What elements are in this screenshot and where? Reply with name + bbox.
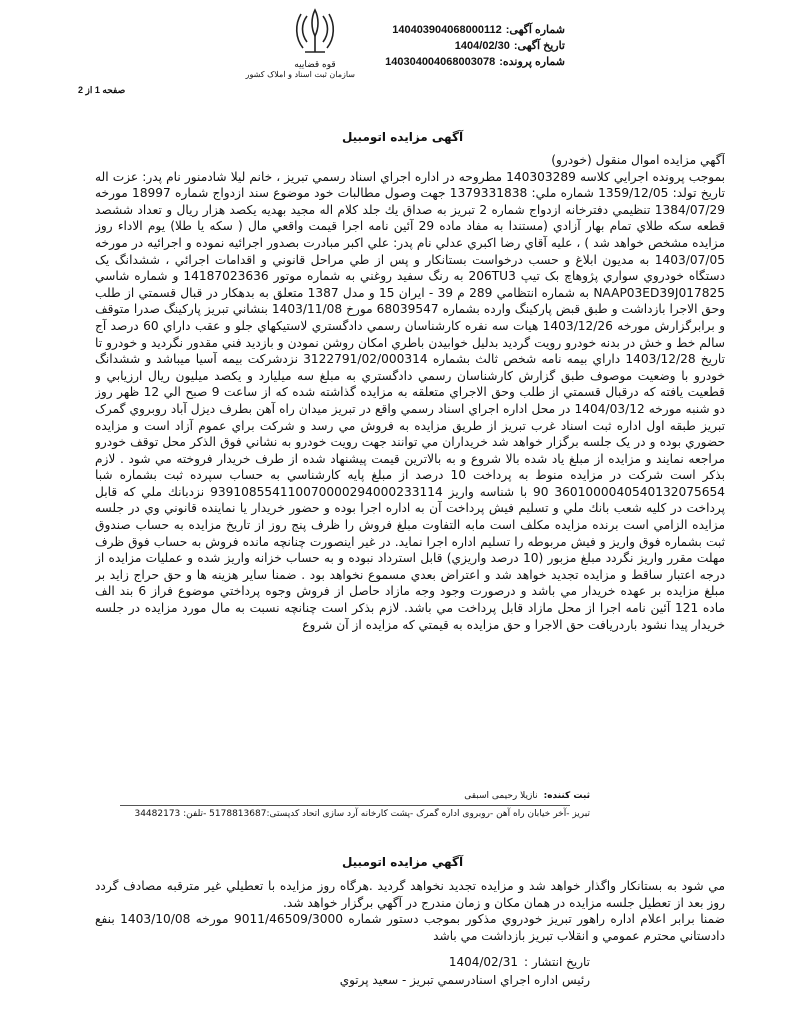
logo-line-1: قوه قضاییه [294, 60, 336, 70]
logo-line-2: سازمان ثبت اسناد و املاک کشور [245, 70, 355, 79]
ad-number: 140403904068000112 [392, 24, 502, 36]
registrant-label: ثبت کننده: [543, 791, 590, 801]
case-number-label: شماره پرونده: [499, 56, 565, 68]
judiciary-emblem-logo [245, 6, 355, 98]
notice-1-body: آگهي مزايده اموال منقول (خودرو) بموجب پرونده اجرايي كلاسه 140303289 مطروحه در اداره اجراي اسناد رسمي تبريز ، خانم ليلا شادمنور نام پدر: عزت اله تاريخ تولد: 1359/12/05 شماره ملي: 1379331838 جهت وصول مطالبات خود موضوع سند ازدواج شماره 18997 مورخه 1384/07/29 تنظيمي دفترخانه ازدواج شماره 2 تبريز به صداق يك جلد كلام اله مجيد بهديه يكصد هزار ريال و تعداد ششصد قطعه سكه طلاي تمام بهار آزادي (مستندا به مفاد ماده 29 آئين نامه اجرا قيمت واقعي مال ( سكه يا طلا) يوم الاداء روز مزايده مشخص خواهد شد ) ، عليه آقاي رضا اكبري عدلي نام پدر: علي اكبر مبادرت بصدور اجرائيه نموده و اجرائيه در مورخه 1403/07/05 به مديون ابلاغ و حسب درخواست بستانكار و پس از طي مراحل قانوني و اقدامات اجرائي ، ششدانگ يک دستگاه خودروي سواري پژوهاچ بک تیپ 206TU3 به رنگ سفيد روغني به شماره موتور 14187023636 و شماره شاسي NAAP03ED39J017825 به شماره انتظامي 289 م 39 - ايران 15 و مدل 1387 متعلق به بدهكار در قبال قسمتي از طلب وحق الاجرا بازداشت و طبق قبض پاركينگ وارده بشماره 68039547 مورخ 1403/11/08 بنشاني تبريز پاركينگ صدرا متوقف و برابرگزارش مورخه 1403/12/26 هيات سه نفره كارشناسان رسمي دادگستري لاستيكهاي جلو و عقب داراي 60 درصد آج سالم خط و خش در بدنه خودرو رويت گرديد بدليل خوابيدن باطري امكان روشن نمودن و بازديد فني مقدور نگرديد و خودرو تا تاريخ 1403/12/28 داراي بيمه نامه شخص ثالث بشماره 3122791/02/000314 نزدشركت بيمه آسيا ميباشد و ششدانگ خودرو با وضعيت موصوف طبق گزارش كارشناسان رسمي دادگستري به مبلغ سه ميليارد و يكصد ميليون ريال ارزيابي و قطعيت يافته كه درقبال قسمتي از طلب وحق الاجراي متعلقه به مزايده گذاشته شده كه از ساعت 9 صبح الي 12 ظهر روز دو شنبه مورخه 1404/03/12 در محل اداره اجراي اسناد رسمي واقع در تبريز ميدان راه آهن بطرف ديزل آباد روبروي گمرک تبريز طبقه اول اداره ثبت اسناد غرب تبريز از طريق مزايده به فروش مي رسد و شركت براي عموم آزاد است و مزايده حضوري بوده و در يک جلسه برگزار خواهد شد خريداران مي توانند جهت رويت خودرو به نشاني فوق الذكر محل توقف خودرو مراجعه نمايند و مزايده از مبلغ ياد شده بالا شروع و به بالاترين قيمت پيشنهاد شده از طرف خريدار فروخته مي شود . لازم بذكر است شركت در مزايده منوط به پرداخت 10 درصد از مبلغ پايه كارشناسي به حساب سپرده ثبت بشماره شبا 3601000040540132075654 90 با شناسه واريز 939108554110070000294000233114 نزدبانك ملي كه قابل پرداخت در كليه شعب بانك ملي و تسليم فيش پرداخت آن به اداره اجرا بوده و حضور خريدار يا نماينده قانوني وي در جلسه مزايده الزامي است برنده مزايده مكلف است مابه التفاوت مبلغ فروش را ظرف پنج روز از تاريخ مزايده به حساب صندوق ثبت بشماره فوق واريز و فيش مربوطه را تسليم اداره اجرا نمايد. در غير اينصورت چنانچه مانده فروش به حساب فوق ظرف مهلت مقرر واريز نگردد مبلغ مزبور (10 درصد واريزي) قابل استرداد نبوده و به حساب خزانه واريز شده و عمليات مزايده از درجه اعتبار ساقط و مزايده تجديد خواهد شد و اعتراض بعدي مسموع نخواهد بود . ضمنا ساير هزينه ها و حق حراج زايد بر مبلغ مزايده بر عهده خريدار مي باشد و درصورت وجود وجه مازاد حاصل از فروش وجوه پرداختي موضوع فراز 6 بند الف ماده 121 آئين نامه اجرا از محل مازاد قابل پرداخت مي باشد. لازم بذكر است چنانچه نسبت به مال مورد مزايده در جلسه خريدار پيدا نشود باردريافت حق الاجرا و حق مزايده به قيمتي كه مزايده از آن شروع [95, 153, 725, 632]
ad-date: 1404/02/30 [454, 40, 510, 52]
notice-2-title: آگهي مزايده اتومبيل [341, 855, 464, 869]
registrant-row [464, 790, 590, 803]
ad-number-row [365, 22, 565, 38]
notice-2-body: مي شود به بستانكار واگذار خواهد شد و مزايده تجديد نخواهد گرديد .هرگاه روز مزايده با تعطيلي غير مترقبه مصادف گردد روز بعد از تعطيل جلسه مزايده در همان مكان و زمان مندرج در آگهي برگزار خواهد شد. ضمنا برابر اعلام اداره راهور تبريز خودروي مذكور بموجب دستور شماره 9011/46509/3000 مورخه 1403/10/08 بنفع دادستاني محترم عمومي و انقلاب تبريز بازداشت مي باشد [95, 879, 725, 943]
page-number: صفحه 1 از 2 [78, 85, 126, 95]
registrant-divider [120, 805, 570, 806]
publish-date-row [449, 954, 590, 970]
emblem-icon [293, 6, 337, 56]
case-number-row [365, 54, 565, 70]
ad-date-label: تاریخ آگهی: [513, 40, 565, 52]
ad-number-label: شماره آگهی: [505, 24, 565, 36]
signature: رئيس اداره اجراي اسنادرسمي تبريز - سعيد پرتوي [339, 973, 590, 987]
ad-date-row [365, 38, 565, 54]
publish-date: 1404/02/31 [448, 955, 518, 969]
publish-date-label: تاریخ انتشار : [524, 955, 590, 969]
case-number: 140304004068003078 [385, 56, 496, 68]
registrant-address: تبریز -آخر خیابان راه آهن -روبروی اداره گمرک -پشت کارخانه آرد سازی اتحاد کدپستی:5178813687 -تلفن: 34482173 [134, 809, 590, 819]
notice-1-title: آگهی مزایده اتومبیل [341, 130, 464, 144]
registrant-name: نازیلا رحیمی اسبقی [464, 791, 538, 801]
header-info [365, 22, 565, 70]
